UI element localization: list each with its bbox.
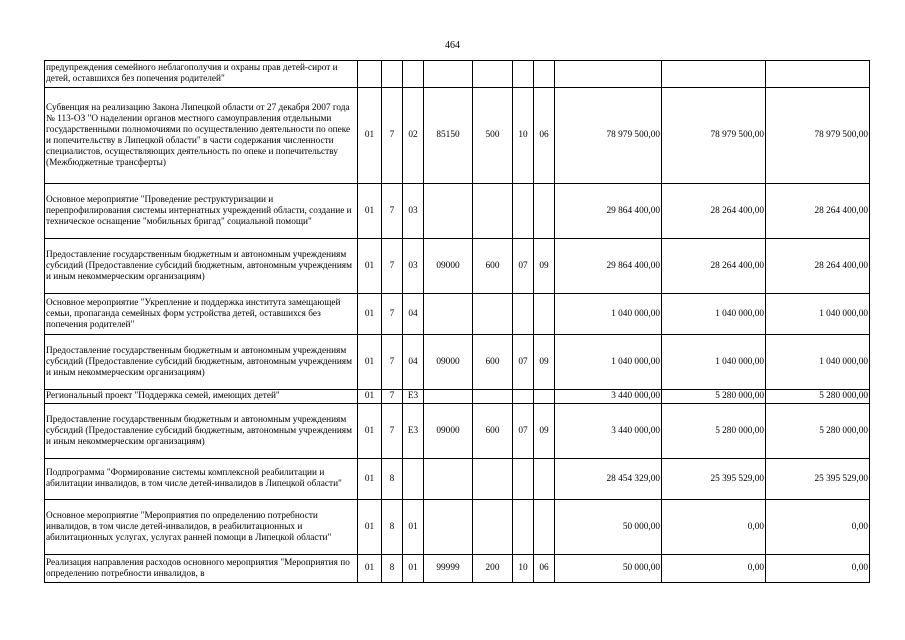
- code-subsection: 06: [534, 555, 555, 583]
- code-program: 01: [358, 294, 382, 335]
- amount-year-1: 29 864 400,00: [555, 239, 662, 294]
- amount-year-2: [662, 61, 766, 88]
- code-activity: 03: [403, 239, 424, 294]
- code-subprogram: 7: [382, 294, 403, 335]
- code-direction: [424, 390, 473, 404]
- code-section: 10: [513, 555, 534, 583]
- code-section: 07: [513, 335, 534, 390]
- code-subsection: [534, 390, 555, 404]
- code-subsection: [534, 500, 555, 555]
- code-subsection: 09: [534, 239, 555, 294]
- amount-year-2: 5 280 000,00: [662, 390, 766, 404]
- code-expense-type: [473, 459, 513, 500]
- amount-year-3: 28 264 400,00: [766, 239, 870, 294]
- code-expense-type: [473, 500, 513, 555]
- amount-year-2: 1 040 000,00: [662, 294, 766, 335]
- amount-year-2: 1 040 000,00: [662, 335, 766, 390]
- code-direction: [424, 294, 473, 335]
- table-row: [45, 390, 870, 404]
- amount-year-2: 78 979 500,00: [662, 88, 766, 184]
- row-description: Предоставление государственным бюджетным и автономным учреждениям субсидий (Предоставление субсидий бюджетным, автономным учреждениям и иным некоммерческим организациям): [45, 335, 358, 390]
- amount-year-3: 0,00: [766, 555, 870, 583]
- code-section: [513, 184, 534, 239]
- code-activity: E3: [403, 404, 424, 459]
- code-direction: 09000: [424, 335, 473, 390]
- code-activity: 04: [403, 294, 424, 335]
- amount-year-3: 5 280 000,00: [766, 404, 870, 459]
- code-expense-type: [473, 294, 513, 335]
- amount-year-1: 1 040 000,00: [555, 294, 662, 335]
- code-program: 01: [358, 335, 382, 390]
- table-row: [45, 555, 870, 583]
- amount-year-3: 28 264 400,00: [766, 184, 870, 239]
- row-description: Основное мероприятие "Проведение реструктуризации и перепрофилирования системы интернатных учреждений области, создание и техническое оснащение "мобильных бригад" социальной помощи": [45, 184, 358, 239]
- code-program: [358, 61, 382, 88]
- code-program: 01: [358, 459, 382, 500]
- code-subsection: 09: [534, 404, 555, 459]
- amount-year-2: 5 280 000,00: [662, 404, 766, 459]
- row-description: Основное мероприятие "Укрепление и поддержка института замещающей семьи, пропаганда семейных форм устройства детей, оставшихся без попечения родителей": [45, 294, 358, 335]
- table-row: [45, 335, 870, 390]
- code-subprogram: 8: [382, 459, 403, 500]
- code-direction: [424, 500, 473, 555]
- code-expense-type: [473, 61, 513, 88]
- code-expense-type: 600: [473, 335, 513, 390]
- amount-year-1: 50 000,00: [555, 555, 662, 583]
- code-subprogram: [382, 61, 403, 88]
- code-subprogram: 7: [382, 88, 403, 184]
- code-section: [513, 500, 534, 555]
- code-direction: 99999: [424, 555, 473, 583]
- code-subprogram: 8: [382, 555, 403, 583]
- code-subprogram: 7: [382, 404, 403, 459]
- code-subsection: 09: [534, 335, 555, 390]
- table-row: [45, 88, 870, 184]
- amount-year-1: 28 454 329,00: [555, 459, 662, 500]
- code-subsection: 06: [534, 88, 555, 184]
- table-row: [45, 294, 870, 335]
- code-direction: 09000: [424, 404, 473, 459]
- table-row: [45, 61, 870, 88]
- amount-year-2: 28 264 400,00: [662, 184, 766, 239]
- code-section: [513, 459, 534, 500]
- table-row: [45, 184, 870, 239]
- code-section: [513, 294, 534, 335]
- code-program: 01: [358, 404, 382, 459]
- amount-year-1: 50 000,00: [555, 500, 662, 555]
- row-description: Подпрограмма "Формирование системы комплексной реабилитации и абилитации инвалидов, в том числе детей-инвалидов в Липецкой области": [45, 459, 358, 500]
- code-program: 01: [358, 239, 382, 294]
- code-activity: 01: [403, 555, 424, 583]
- amount-year-2: 28 264 400,00: [662, 239, 766, 294]
- code-subsection: [534, 294, 555, 335]
- code-subsection: [534, 184, 555, 239]
- code-activity: [403, 459, 424, 500]
- amount-year-3: 0,00: [766, 500, 870, 555]
- amount-year-3: 25 395 529,00: [766, 459, 870, 500]
- row-description: предупреждения семейного неблагополучия и охраны прав детей-сирот и детей, оставшихся без попечения родителей": [45, 61, 358, 88]
- code-direction: [424, 184, 473, 239]
- amount-year-3: 5 280 000,00: [766, 390, 870, 404]
- amount-year-1: 78 979 500,00: [555, 88, 662, 184]
- amount-year-1: 3 440 000,00: [555, 404, 662, 459]
- code-expense-type: 600: [473, 239, 513, 294]
- amount-year-3: [766, 61, 870, 88]
- table-row: [45, 239, 870, 294]
- code-subprogram: 7: [382, 390, 403, 404]
- row-description: Реализация направления расходов основного мероприятия "Мероприятия по определению потребности инвалидов, в: [45, 555, 358, 583]
- amount-year-3: 78 979 500,00: [766, 88, 870, 184]
- code-subprogram: 8: [382, 500, 403, 555]
- amount-year-3: 1 040 000,00: [766, 335, 870, 390]
- code-expense-type: [473, 390, 513, 404]
- code-activity: 01: [403, 500, 424, 555]
- code-subsection: [534, 459, 555, 500]
- amount-year-1: 3 440 000,00: [555, 390, 662, 404]
- code-expense-type: 600: [473, 404, 513, 459]
- code-direction: [424, 459, 473, 500]
- code-program: 01: [358, 500, 382, 555]
- amount-year-2: 0,00: [662, 555, 766, 583]
- code-expense-type: 500: [473, 88, 513, 184]
- code-activity: 04: [403, 335, 424, 390]
- code-activity: [403, 61, 424, 88]
- code-expense-type: 200: [473, 555, 513, 583]
- code-program: 01: [358, 184, 382, 239]
- budget-table: [44, 60, 870, 583]
- code-program: 01: [358, 390, 382, 404]
- code-program: 01: [358, 88, 382, 184]
- amount-year-2: 25 395 529,00: [662, 459, 766, 500]
- code-activity: E3: [403, 390, 424, 404]
- amount-year-1: 1 040 000,00: [555, 335, 662, 390]
- row-description: Предоставление государственным бюджетным и автономным учреждениям субсидий (Предоставление субсидий бюджетным, автономным учреждениям и иным некоммерческим организациям): [45, 239, 358, 294]
- code-subprogram: 7: [382, 239, 403, 294]
- table-row: [45, 500, 870, 555]
- code-section: 10: [513, 88, 534, 184]
- code-section: 07: [513, 404, 534, 459]
- amount-year-2: 0,00: [662, 500, 766, 555]
- row-description: Предоставление государственным бюджетным и автономным учреждениям субсидий (Предоставление субсидий бюджетным, автономным учреждениям и иным некоммерческим организациям): [45, 404, 358, 459]
- page-number: 464: [445, 40, 460, 51]
- amount-year-1: 29 864 400,00: [555, 184, 662, 239]
- code-subprogram: 7: [382, 184, 403, 239]
- code-direction: [424, 61, 473, 88]
- code-direction: 09000: [424, 239, 473, 294]
- code-subsection: [534, 61, 555, 88]
- row-description: Региональный проект "Поддержка семей, имеющих детей": [45, 390, 358, 404]
- code-section: 07: [513, 239, 534, 294]
- code-section: [513, 61, 534, 88]
- table-row: [45, 404, 870, 459]
- code-expense-type: [473, 184, 513, 239]
- code-subprogram: 7: [382, 335, 403, 390]
- row-description: Субвенция на реализацию Закона Липецкой области от 27 декабря 2007 года № 113-ОЗ "О наделении органов местного самоуправления отдельными государственными полномочиями по осуществлению деятельности по опеке и попечительству в Липецкой области" в части содержания численности специалистов, осуществляющих деятельность по опеке и попечительству (Межбюджетные трансферты): [45, 88, 358, 184]
- code-activity: 02: [403, 88, 424, 184]
- row-description: Основное мероприятие "Мероприятия по определению потребности инвалидов, в том числе детей-инвалидов, в реабилитационных и абилитационных услугах, услугах ранней помощи в Липецкой области": [45, 500, 358, 555]
- code-activity: 03: [403, 184, 424, 239]
- code-direction: 85150: [424, 88, 473, 184]
- table-row: [45, 459, 870, 500]
- amount-year-3: 1 040 000,00: [766, 294, 870, 335]
- code-section: [513, 390, 534, 404]
- amount-year-1: [555, 61, 662, 88]
- code-program: 01: [358, 555, 382, 583]
